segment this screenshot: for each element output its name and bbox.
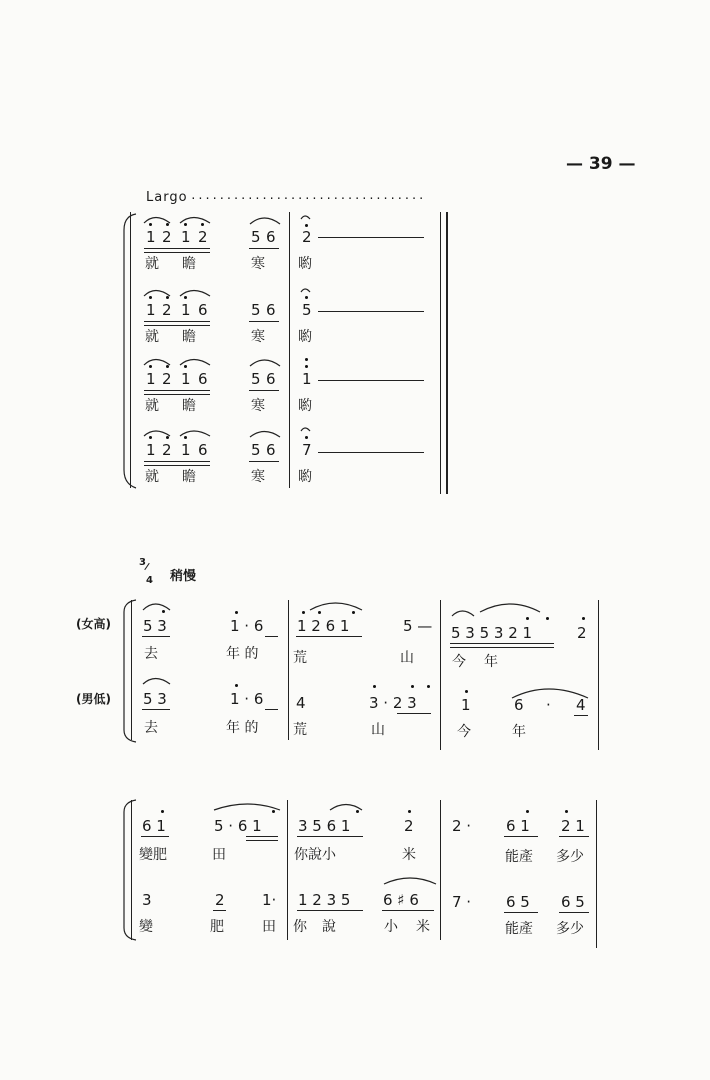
lyric: 去 [144, 646, 158, 662]
lyric: 寒 [251, 469, 265, 485]
octave-dot [411, 685, 414, 688]
lyric: 今 [457, 724, 471, 740]
underline [559, 836, 589, 837]
hold-line [318, 452, 424, 453]
octave-dot [201, 223, 204, 226]
note: 1 [181, 228, 191, 246]
barline-3 [598, 600, 599, 750]
underline [559, 912, 589, 913]
underline [144, 248, 210, 249]
note: 1 [181, 370, 191, 388]
male-voice-label: (男低) [76, 692, 111, 706]
page-number: — 39 — [566, 154, 636, 174]
underline [249, 390, 279, 391]
underline [246, 836, 278, 837]
lyric: 多少 [556, 849, 584, 865]
octave-dot [162, 610, 165, 613]
lyric: 你 [293, 919, 307, 935]
octave-dot [166, 223, 169, 226]
note-group: 4 [296, 694, 306, 712]
octave-dot [305, 358, 308, 361]
note: 2 [198, 228, 208, 246]
barline-3 [596, 800, 597, 948]
note-group: 5 3 [143, 690, 167, 708]
lyric: 年 的 [226, 720, 259, 736]
octave-dot [149, 223, 152, 226]
note-group: 6 1 [506, 817, 530, 835]
note-group: 5 · 6 1 [214, 817, 262, 835]
lyric: 田 [262, 919, 276, 935]
lyric: 喲 [298, 398, 312, 414]
barline-1 [287, 800, 288, 940]
barline-end-thick [446, 212, 448, 494]
underline [144, 465, 210, 466]
underline [504, 912, 538, 913]
note: 7 [302, 441, 312, 459]
barline-end-thin [440, 212, 441, 494]
lyric: 小 [384, 919, 398, 935]
lyric: 肥 [210, 919, 224, 935]
lyric: 田 [212, 847, 226, 863]
note-group: 1 · 6 [230, 617, 264, 635]
note-group: 2 · [452, 817, 472, 835]
note-group: 6 1 [142, 817, 166, 835]
lyric: 就 [145, 329, 159, 345]
underline [574, 715, 588, 716]
lyric: 寒 [251, 256, 265, 272]
underline [450, 647, 554, 648]
note: 5 [251, 301, 261, 319]
octave-dot [166, 296, 169, 299]
lyric: 瞻 [182, 398, 196, 414]
system-left-line [130, 212, 131, 488]
tempo-marking: Largo [146, 190, 188, 205]
note: 1 [302, 370, 312, 388]
octave-dot [356, 810, 359, 813]
note-group: 4 [576, 696, 586, 714]
lyric: 山 [400, 650, 414, 666]
octave-dot [184, 223, 187, 226]
barline-1 [289, 212, 290, 488]
expression-marking: 稍慢 [170, 569, 197, 584]
lyric: 瞻 [182, 469, 196, 485]
note: 6 [266, 301, 276, 319]
system-left-line [131, 600, 132, 740]
octave-dot [305, 296, 308, 299]
note-group: 1 · 6 [230, 690, 264, 708]
underline [265, 636, 278, 637]
underline [144, 321, 210, 322]
octave-dot [149, 296, 152, 299]
octave-dot [352, 611, 355, 614]
lyric: 今 [452, 654, 466, 670]
octave-dot [526, 810, 529, 813]
octave-dot [235, 684, 238, 687]
tempo-dots: ································· [190, 192, 426, 205]
octave-dot [565, 810, 568, 813]
note-group: 3 5 6 1 [298, 817, 351, 835]
underline [213, 910, 226, 911]
note: 1 [181, 441, 191, 459]
hold-line [318, 311, 424, 312]
note: 5 [251, 228, 261, 246]
octave-dot [373, 685, 376, 688]
lyric: 你說小 [294, 847, 336, 863]
lyric: 寒 [251, 398, 265, 414]
octave-dot [305, 224, 308, 227]
lyric: 米 [402, 847, 416, 863]
note-group: 2 [577, 624, 587, 642]
lyric: 變肥 [139, 847, 167, 863]
octave-dot [465, 690, 468, 693]
octave-dot [546, 617, 549, 620]
system-left-line [131, 800, 132, 940]
lyric: 變 [139, 919, 153, 935]
octave-dot [166, 365, 169, 368]
note-group: 1 [461, 696, 471, 714]
note-group: · [546, 696, 551, 714]
note-group: 5 — [403, 617, 433, 635]
note-group: 6 5 [506, 893, 530, 911]
note-group: 6 [514, 696, 524, 714]
underline [450, 643, 554, 644]
octave-dot [184, 436, 187, 439]
note: 2 [162, 228, 172, 246]
female-voice-label: (女高) [76, 617, 111, 631]
note: 6 [198, 441, 208, 459]
note: 2 [162, 441, 172, 459]
underline [142, 636, 170, 637]
note: 2 [302, 228, 312, 246]
octave-dot [302, 611, 305, 614]
underline [297, 836, 363, 837]
note: 1 [146, 301, 156, 319]
note-group: 7 · [452, 893, 472, 911]
note: 6 [198, 370, 208, 388]
underline [144, 252, 210, 253]
note: 6 [266, 441, 276, 459]
note-group: 3 · 2 3 [369, 694, 417, 712]
octave-dot [149, 365, 152, 368]
lyric: 寒 [251, 329, 265, 345]
lyric: 去 [144, 720, 158, 736]
lyric: 荒 [293, 650, 307, 666]
underline [246, 840, 278, 841]
note: 1 [181, 301, 191, 319]
octave-dot [184, 365, 187, 368]
lyric: 能產 [505, 921, 533, 937]
octave-dot [305, 365, 308, 368]
lyric: 米 [416, 919, 430, 935]
underline [144, 461, 210, 462]
note-group: 6 ♯ 6 [383, 891, 419, 909]
note: 6 [266, 228, 276, 246]
note: 5 [302, 301, 312, 319]
note: 1 [146, 228, 156, 246]
note-group: 2 [215, 891, 225, 909]
note: 1 [146, 370, 156, 388]
lyric: 說 [322, 919, 336, 935]
note-group: 3 [142, 891, 152, 909]
underline [144, 394, 210, 395]
hold-line [318, 237, 424, 238]
underline [382, 910, 434, 911]
lyric: 多少 [556, 921, 584, 937]
underline [144, 390, 210, 391]
barline-2 [440, 800, 441, 940]
underline [297, 910, 363, 911]
octave-dot [184, 296, 187, 299]
lyric: 喲 [298, 329, 312, 345]
note: 5 [251, 370, 261, 388]
lyric: 喲 [298, 469, 312, 485]
note-group: 1 2 3 5 [298, 891, 351, 909]
underline [249, 461, 279, 462]
barline-1 [288, 600, 289, 740]
octave-dot [582, 617, 585, 620]
note-group: 5 3 [143, 617, 167, 635]
note-group: 5 3 5 3 2 1 [451, 624, 533, 642]
lyric: 山 [371, 722, 385, 738]
octave-dot [149, 436, 152, 439]
note: 2 [162, 370, 172, 388]
underline [249, 248, 279, 249]
octave-dot [235, 611, 238, 614]
note: 5 [251, 441, 261, 459]
note: 1 [146, 441, 156, 459]
lyric: 年 [484, 654, 498, 670]
note: 2 [162, 301, 172, 319]
lyric: 就 [145, 398, 159, 414]
underline [397, 713, 431, 714]
lyric: 年 [512, 724, 526, 740]
octave-dot [427, 685, 430, 688]
octave-dot [166, 436, 169, 439]
octave-dot [318, 611, 321, 614]
lyric: 喲 [298, 256, 312, 272]
note-group: 1· [262, 891, 277, 909]
note-group: 2 1 [561, 817, 585, 835]
meter-top: 3 [139, 557, 146, 568]
lyric: 瞻 [182, 329, 196, 345]
underline [265, 709, 278, 710]
underline [141, 836, 169, 837]
lyric: 就 [145, 469, 159, 485]
barline-2 [440, 600, 441, 750]
underline [504, 836, 538, 837]
lyric: 能產 [505, 849, 533, 865]
lyric: 就 [145, 256, 159, 272]
note-group: 1 2 6 1 [297, 617, 350, 635]
underline [296, 636, 362, 637]
octave-dot [161, 810, 164, 813]
underline [144, 325, 210, 326]
lyric: 瞻 [182, 256, 196, 272]
octave-dot [272, 810, 275, 813]
underline [249, 321, 279, 322]
note: 6 [198, 301, 208, 319]
octave-dot [408, 810, 411, 813]
lyric: 年 的 [226, 646, 259, 662]
octave-dot [305, 436, 308, 439]
hold-line [318, 380, 424, 381]
octave-dot [526, 617, 529, 620]
underline [142, 709, 170, 710]
lyric: 荒 [293, 722, 307, 738]
note-group: 2 [404, 817, 414, 835]
note: 6 [266, 370, 276, 388]
meter-bottom: 4 [146, 575, 153, 586]
note-group: 6 5 [561, 893, 585, 911]
